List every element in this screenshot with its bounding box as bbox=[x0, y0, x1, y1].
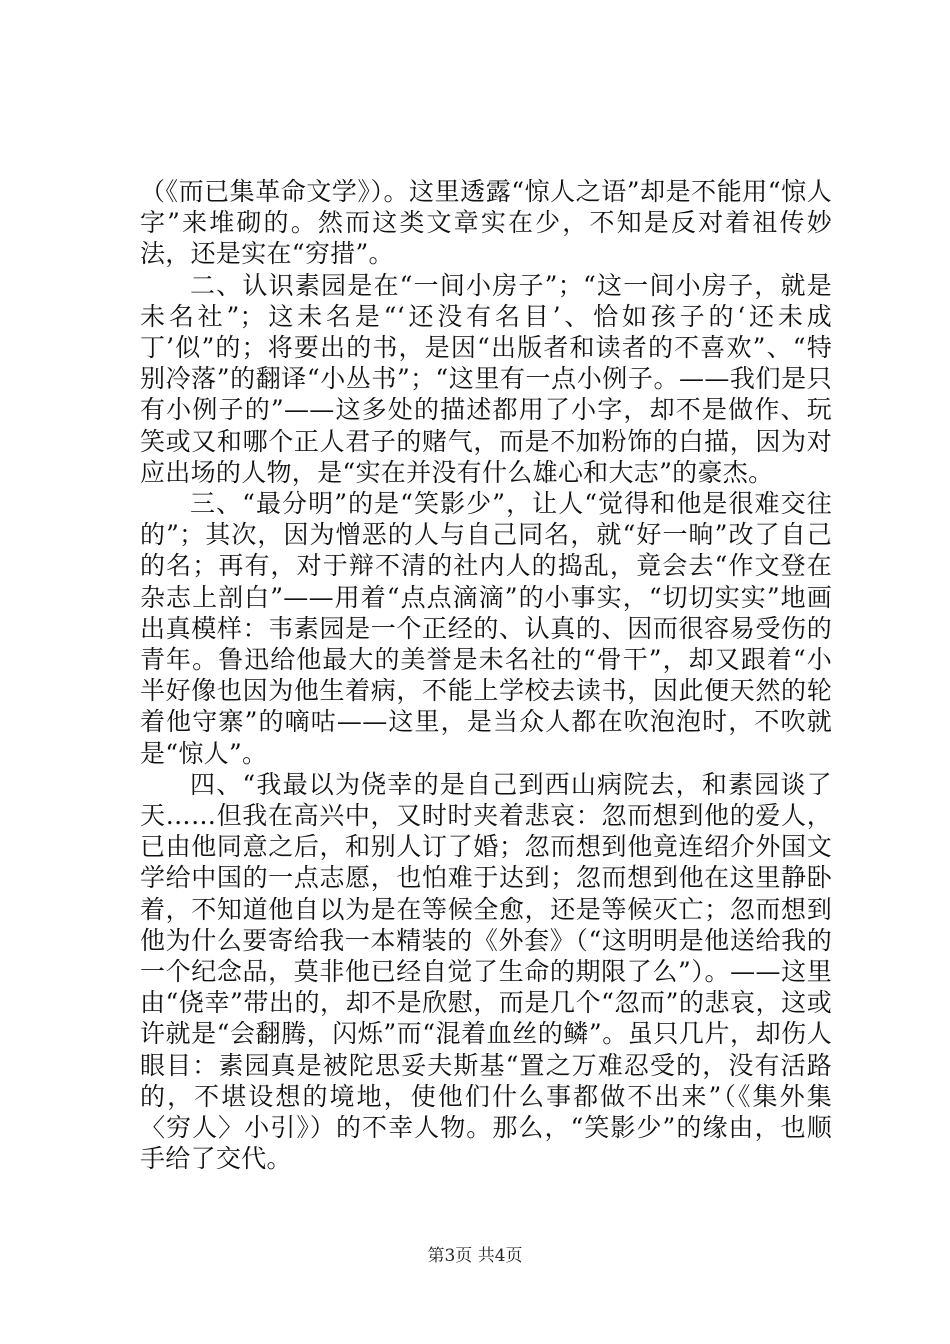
paragraph-section-three: 三、“最分明”的是“笑影少”，让人“觉得和他是很难交往的”；其次，因为憎恶的人与自己同名，就“好一晌”改了自己的名；再有，对于辩不清的社内人的捣乱，竟会去“作文登在杂志上剖白”——用着“点点滴滴”的小事实，“切切实实”地画出真模样：韦素园是一个正经的、认真的、因而很容易受伤的青年。鲁迅给他最大的美誉是未名社的“骨干”，却又跟着“小半好像也因为他生着病，不能上学校去读书，因此便天然的轮着他守寨”的嘀咕——这里，是当众人都在吹泡泡时，不吹就是“惊人”。 bbox=[140, 489, 832, 768]
paragraph-section-four: 四、“我最以为侥幸的是自己到西山病院去，和素园谈了天……但我在高兴中，又时时夹着悲哀：忽而想到他的爱人，已由他同意之后，和别人订了婚；忽而想到他竟连绍介外国文学给中国的一点志愿，也怕难于达到；忽而想到他在这里静卧着，不知道他自以为是在等候全愈，还是等候灭亡；忽而想到他为什么要寄给我一本精装的《外套》（“这明明是他送给我的一个纪念品，莫非他已经自觉了生命的期限了么”）。——这里由“侥幸”带出的，却不是欣慰，而是几个“忽而”的悲哀，这或许就是“会翻腾，闪烁”而“混着血丝的鳞”。虽只几片，却伤人眼目：素园真是被陀思妥夫斯基“置之万难忍受的，没有活路的，不堪设想的境地，使他们什么事都做不出来”（《集外集〈穷人〉小引》）的不幸人物。那么，“笑影少”的缘由，也顺手给了交代。 bbox=[140, 769, 832, 1174]
document-body bbox=[140, 176, 832, 1175]
paragraph-section-two: 二、认识素园是在“一间小房子”；“这一间小房子，就是未名社”；这未名是“‘还没有名目’、恰如孩子的‘还未成丁’似”的；将要出的书，是因“出版者和读者的不喜欢”、“特别冷落”的翻译“小丛书”；“这里有一点小例子。——我们是只有小例子的”——这多处的描述都用了小字，却不是做作、玩笑或又和哪个正人君子的赌气，而是不加粉饰的白描，因为对应出场的人物，是“实在并没有什么雄心和大志”的豪杰。 bbox=[140, 270, 832, 487]
paragraph-continuation: （《而已集革命文学》）。这里透露“惊人之语”却是不能用“惊人字”来堆砌的。然而这类文章实在少，不知是反对着祖传妙法，还是实在“穷措”。 bbox=[140, 177, 832, 269]
page-number-footer: 第3页 共4页 bbox=[427, 1246, 523, 1266]
